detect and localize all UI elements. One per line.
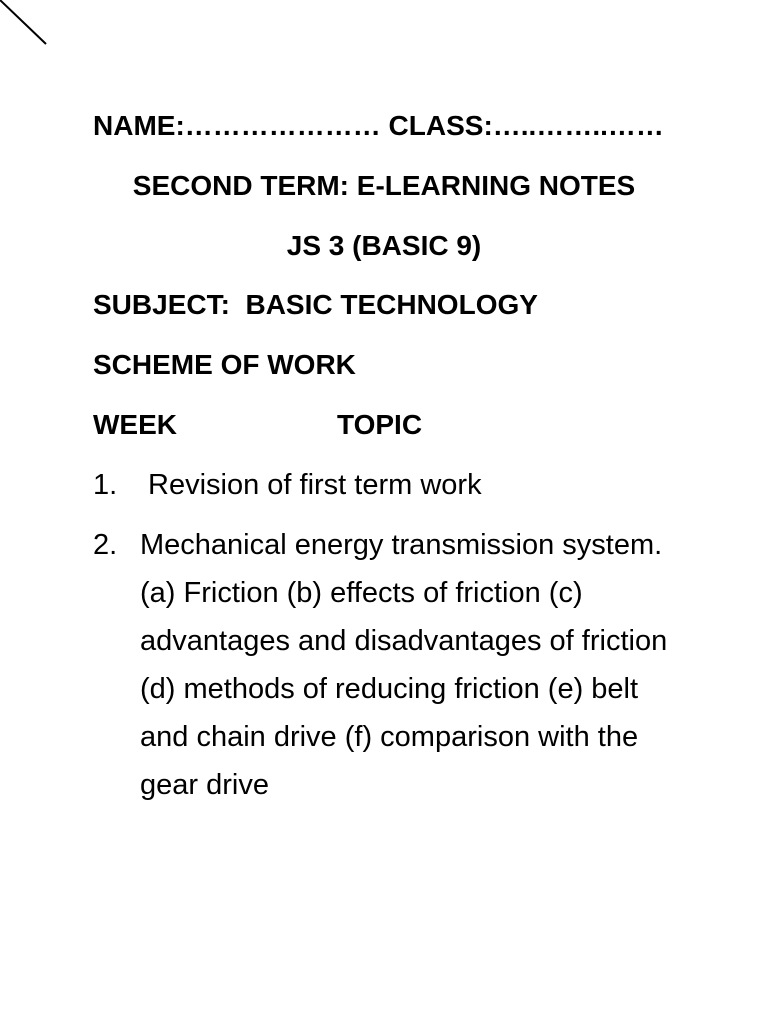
scheme-heading: SCHEME OF WORK <box>93 349 356 380</box>
document-title: SECOND TERM: E-LEARNING NOTES <box>132 170 636 201</box>
list-item-number: 2. <box>93 529 118 561</box>
week-topic-header <box>93 405 422 445</box>
week-column-header: WEEK <box>93 409 177 440</box>
list-item-text: Revision of first term work <box>148 469 482 501</box>
subject-line: SUBJECT: BASIC TECHNOLOGY <box>93 289 538 320</box>
list-item-number: 1. <box>93 469 118 501</box>
name-class-line: NAME:………………… CLASS:…..……..…… <box>93 110 664 141</box>
topic-column-header: TOPIC <box>337 409 423 440</box>
list-item-text: Mechanical energy transmission system. (a) Friction (b) effects of friction (c) advantages and disadvantages of friction (d) methods of reducing friction (e) belt and chain drive (f) comparison with the gear drive <box>140 529 668 801</box>
corner-fold-line <box>0 0 60 60</box>
class-level: JS 3 (BASIC 9) <box>286 230 482 261</box>
